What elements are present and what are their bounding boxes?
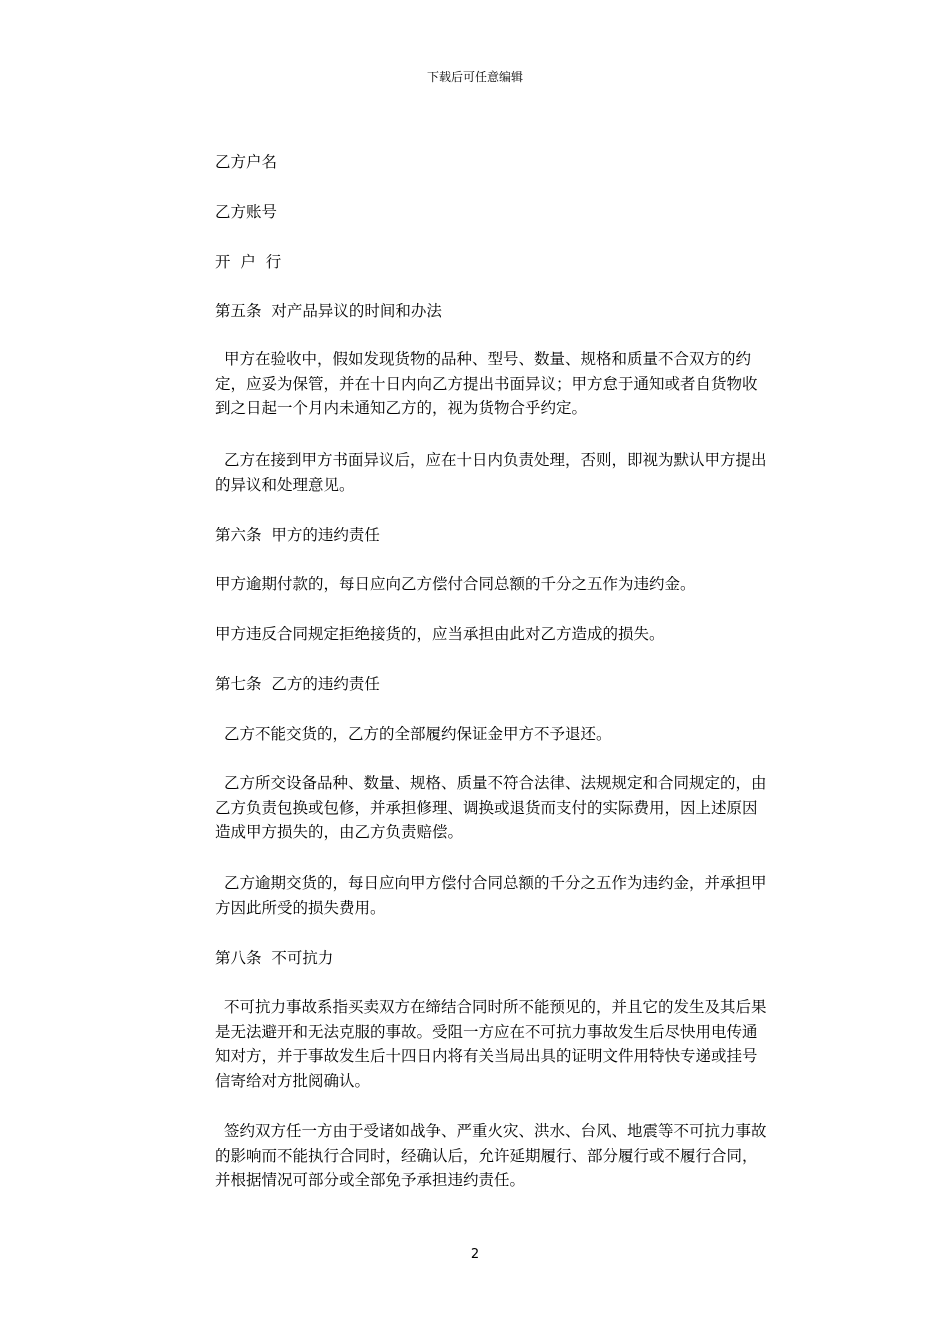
- payee-name-field: 乙方户名: [215, 153, 278, 171]
- article-5-heading: 第五条 对产品异议的时间和办法: [215, 302, 442, 320]
- article-5-paragraph-2: 乙方在接到甲方书面异议后，应在十日内负责处理，否则，即视为默认甲方提出的异议和处理意见。: [215, 451, 767, 494]
- article-7-paragraph-3: 乙方逾期交货的，每日应向甲方偿付合同总额的千分之五作为违约金，并承担甲方因此所受的损失费用。: [215, 874, 767, 917]
- article-6-heading: 第六条 甲方的违约责任: [215, 526, 380, 544]
- article-6-paragraph-1: 甲方逾期付款的，每日应向乙方偿付合同总额的千分之五作为违约金。: [215, 575, 696, 593]
- page-header: 下载后可任意编辑: [426, 70, 523, 84]
- article-8-heading: 第八条 不可抗力: [215, 949, 334, 967]
- article-7-paragraph-1: 乙方不能交货的，乙方的全部履约保证金甲方不予退还。: [224, 725, 612, 743]
- article-7-paragraph-2: 乙方所交设备品种、数量、规格、质量不符合法律、法规规定和合同规定的，由乙方负责包换或包修，并承担修理、调换或退货而支付的实际费用，因上述原因造成甲方损失的，由乙方负责赔偿。: [215, 774, 767, 841]
- article-5-paragraph-1: 甲方在验收中，假如发现货物的品种、型号、数量、规格和质量不合双方的约定，应妥为保管，并在十日内向乙方提出书面异议；甲方怠于通知或者自货物收到之日起一个月内未通知乙方的，视为货物合乎约定。: [215, 350, 758, 417]
- opening-bank-field: 开 户 行: [215, 253, 282, 271]
- payee-account-field: 乙方账号: [215, 203, 278, 221]
- article-6-paragraph-2: 甲方违反合同规定拒绝接货的，应当承担由此对乙方造成的损失。: [215, 625, 665, 643]
- article-7-heading: 第七条 乙方的违约责任: [215, 675, 380, 693]
- page-number: 2: [470, 1247, 480, 1262]
- article-8-paragraph-1: 不可抗力事故系指买卖双方在缔结合同时所不能预见的，并且它的发生及其后果是无法避开和无法克服的事故。受阻一方应在不可抗力事故发生后尽快用电传通知对方，并于事故发生后十四日内将有关当局出具的证明文件用特快专递或挂号信寄给对方批阅确认。: [215, 998, 767, 1090]
- article-8-paragraph-2: 签约双方任一方由于受诸如战争、严重火灾、洪水、台风、地震等不可抗力事故的影响而不能执行合同时，经确认后，允许延期履行、部分履行或不履行合同，并根据情况可部分或全部免予承担违约责任。: [215, 1122, 767, 1189]
